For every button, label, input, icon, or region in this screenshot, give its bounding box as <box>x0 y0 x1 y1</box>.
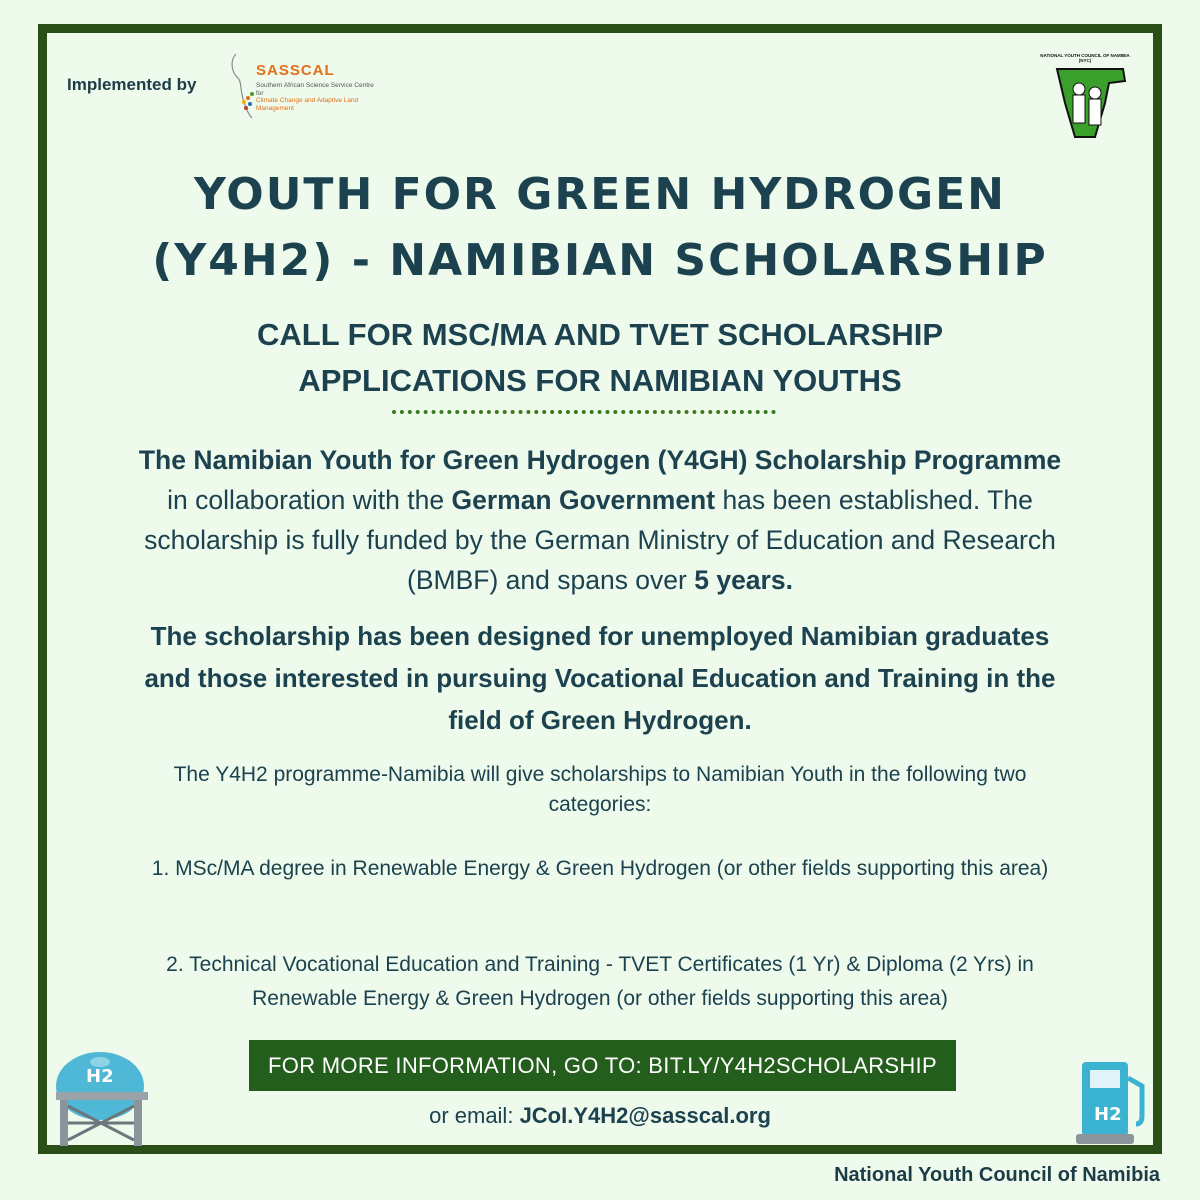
category-item-1: 1. MSc/MA degree in Renewable Energy & Green Hydrogen (or other fields supporting this area) <box>151 857 1049 880</box>
africa-map-icon <box>228 52 258 122</box>
nycn-logo-title: NATIONAL YOUTH COUNCIL OF NAMIBIA (NYC) <box>1040 53 1130 63</box>
intro-text-2: has been established. The scholarship is fully funded by the German Ministry of Education and Research (BMBF) and spans over <box>144 485 1056 595</box>
email-line <box>200 1098 1000 1134</box>
hydrogen-tank-icon <box>48 1048 158 1148</box>
intro-bold-2: German Government <box>451 485 716 515</box>
designed-for-paragraph: The scholarship has been designed for unemployed Namibian graduates and those interested in pursuing Vocational Education and Training in the field of Green Hydrogen. <box>144 621 1056 735</box>
intro-bold-3: 5 years. <box>694 565 793 595</box>
categories-intro: The Y4H2 programme-Namibia will give scholarships to Namibian Youth in the following two categories: <box>173 763 1027 816</box>
sasscal-sub2: Climate Change and Adaptive Land Management <box>256 97 359 112</box>
intro-text-1: in collaboration with the <box>167 485 452 515</box>
intro-bold-1: The Namibian Youth for Green Hydrogen (Y4GH) Scholarship Programme <box>138 445 1062 475</box>
title-line-2: (Y4H2) - NAMIBIAN SCHOLARSHIP <box>152 235 1048 286</box>
email-prefix: or email: <box>429 1103 520 1128</box>
sasscal-logo <box>228 52 378 122</box>
dotted-divider <box>392 410 776 414</box>
tank-label: H2 <box>86 1066 114 1087</box>
hydrogen-pump-icon <box>1072 1058 1152 1148</box>
more-info-link[interactable]: FOR MORE INFORMATION, GO TO: BIT.LY/Y4H2SCHOLARSHIP <box>249 1040 956 1091</box>
sasscal-sub1: Southern African Science Service Centre for <box>256 82 374 97</box>
nycn-logo <box>1035 53 1135 145</box>
intro-paragraph <box>130 440 1070 600</box>
sasscal-subtitle <box>256 82 376 112</box>
title-line-1: YOUTH FOR GREEN HYDROGEN <box>194 169 1006 220</box>
implemented-by-label: Implemented by <box>67 75 197 94</box>
namibia-map-icon <box>1035 63 1135 143</box>
email-link[interactable]: JCoI.Y4H2@sasscal.org <box>519 1103 771 1128</box>
sasscal-name: SASSCAL <box>256 62 335 79</box>
footer-org-name: National Youth Council of Namibia <box>834 1164 1160 1186</box>
subtitle <box>60 312 1140 404</box>
pump-label: H2 <box>1094 1104 1122 1125</box>
page-title <box>60 162 1140 294</box>
subtitle-line-1: CALL FOR MSC/MA AND TVET SCHOLARSHIP <box>256 317 943 352</box>
subtitle-line-2: APPLICATIONS FOR NAMIBIAN YOUTHS <box>298 363 902 398</box>
category-item-2: 2. Technical Vocational Education and Training - TVET Certificates (1 Yr) & Diploma (2 Yrs) in Renewable Energy & Green Hydrogen (or other fields supporting this area) <box>166 953 1034 1010</box>
